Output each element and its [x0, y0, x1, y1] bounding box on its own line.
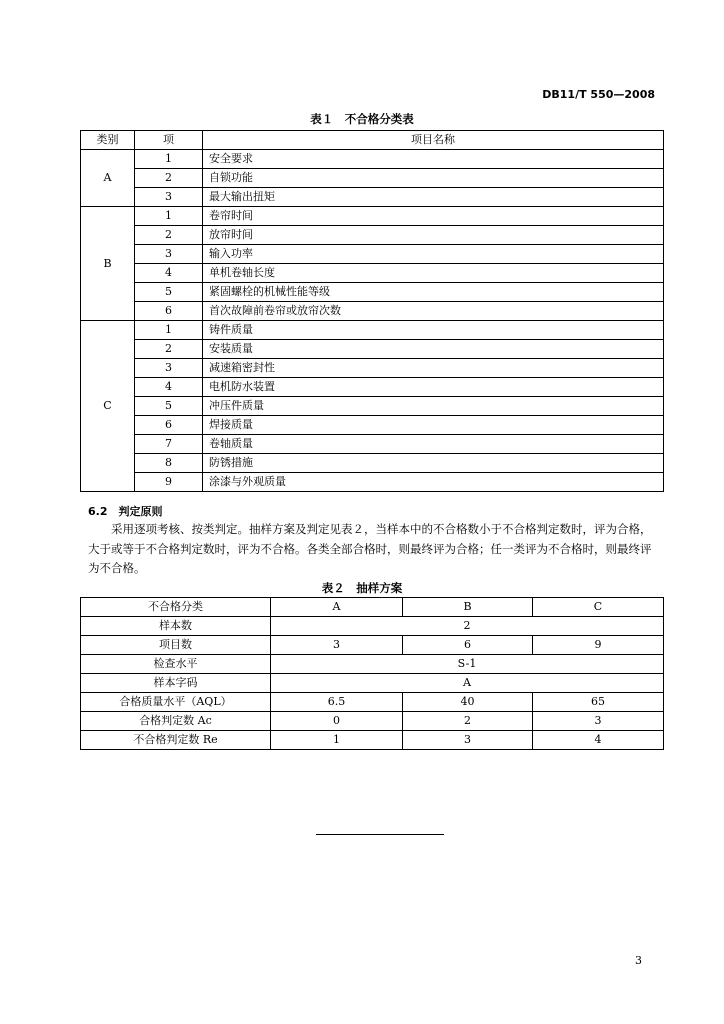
item-no: 3 [135, 188, 203, 207]
item-name: 单机卷轴长度 [203, 264, 664, 283]
item-name: 铸件质量 [203, 321, 664, 340]
value-cell: 3 [533, 712, 664, 731]
item-no: 1 [135, 207, 203, 226]
item-no: 2 [135, 169, 203, 188]
table-row [81, 617, 664, 636]
item-no: 9 [135, 473, 203, 492]
category-cell: B [81, 207, 135, 321]
table-row [81, 340, 664, 359]
value-cell: 3 [403, 731, 533, 750]
value-cell: 6.5 [271, 693, 403, 712]
table-row [81, 359, 664, 378]
row-label: 不合格判定数 Re [81, 731, 271, 750]
table-row [81, 188, 664, 207]
table-row [81, 473, 664, 492]
item-name: 输入功率 [203, 245, 664, 264]
section-paragraph: 采用逐项考核、按类判定。抽样方案及判定见表２，当样本中的不合格数小于不合格判定数时，评为合格，大于或等于不合格判定数时，评为不合格。各类全部合格时，则最终评为合格；任一类评为不合格时，则最终评为不合格。 [88, 522, 652, 575]
value-cell: 65 [533, 693, 664, 712]
end-rule [316, 834, 444, 835]
item-name: 防锈措施 [203, 454, 664, 473]
nonconformity-classification-table [80, 130, 664, 492]
value-cell: 1 [271, 731, 403, 750]
section-heading: 6.2 判定原则 [88, 505, 163, 518]
value-cell: 9 [533, 636, 664, 655]
table-row [81, 674, 664, 693]
value-cell: 2 [403, 712, 533, 731]
table1-caption: 表１ 不合格分类表 [310, 112, 414, 126]
item-no: 7 [135, 435, 203, 454]
table-row [81, 655, 664, 674]
table-row [81, 435, 664, 454]
class-b-header: B [403, 598, 533, 617]
item-name: 焊接质量 [203, 416, 664, 435]
item-no: 1 [135, 321, 203, 340]
item-no: 3 [135, 359, 203, 378]
table-row [81, 378, 664, 397]
row-label: 样本字码 [81, 674, 271, 693]
item-name: 放帘时间 [203, 226, 664, 245]
table-row [81, 454, 664, 473]
sampling-plan-table [80, 597, 664, 750]
item-no: 5 [135, 397, 203, 416]
table-row [81, 321, 664, 340]
item-name: 冲压件质量 [203, 397, 664, 416]
item-name: 减速箱密封性 [203, 359, 664, 378]
standard-code: DB11/T 550—2008 [542, 88, 655, 101]
table-row [81, 245, 664, 264]
inspection-level-value: S-1 [271, 655, 664, 674]
page-number: 3 [635, 954, 642, 967]
item-no: 3 [135, 245, 203, 264]
value-cell: 3 [271, 636, 403, 655]
item-name: 紧固螺栓的机械性能等级 [203, 283, 664, 302]
row-label: 样本数 [81, 617, 271, 636]
table-row [81, 636, 664, 655]
item-no: 4 [135, 378, 203, 397]
item-no: 2 [135, 226, 203, 245]
item-no: 6 [135, 302, 203, 321]
header-item-no: 项 [135, 131, 203, 150]
table-row [81, 712, 664, 731]
table-row [81, 416, 664, 435]
item-no: 1 [135, 150, 203, 169]
row-label: 合格质量水平（AQL） [81, 693, 271, 712]
item-name: 卷轴质量 [203, 435, 664, 454]
row-label: 检查水平 [81, 655, 271, 674]
value-cell: 0 [271, 712, 403, 731]
table-row [81, 397, 664, 416]
value-cell: 40 [403, 693, 533, 712]
item-name: 安装质量 [203, 340, 664, 359]
table-row [81, 283, 664, 302]
item-name: 最大输出扭矩 [203, 188, 664, 207]
item-name: 卷帘时间 [203, 207, 664, 226]
item-no: 5 [135, 283, 203, 302]
table-row [81, 302, 664, 321]
sample-size-value: 2 [271, 617, 664, 636]
header-item-name: 项目名称 [203, 131, 664, 150]
row-label: 项目数 [81, 636, 271, 655]
header-category: 类别 [81, 131, 135, 150]
class-c-header: C [533, 598, 664, 617]
sample-code-value: A [271, 674, 664, 693]
item-name: 电机防水装置 [203, 378, 664, 397]
item-name: 首次故障前卷帘或放帘次数 [203, 302, 664, 321]
table-row [81, 731, 664, 750]
table-row [81, 264, 664, 283]
row-label: 不合格分类 [81, 598, 271, 617]
table2-caption: 表２ 抽样方案 [321, 581, 403, 595]
class-a-header: A [271, 598, 403, 617]
item-no: 2 [135, 340, 203, 359]
table-row [81, 207, 664, 226]
table-row [81, 226, 664, 245]
row-label: 合格判定数 Ac [81, 712, 271, 731]
item-no: 4 [135, 264, 203, 283]
value-cell: 6 [403, 636, 533, 655]
category-cell: C [81, 321, 135, 492]
item-name: 安全要求 [203, 150, 664, 169]
value-cell: 4 [533, 731, 664, 750]
table-row [81, 169, 664, 188]
category-cell: A [81, 150, 135, 207]
item-no: 6 [135, 416, 203, 435]
table-row [81, 598, 664, 617]
table-row [81, 693, 664, 712]
table-row [81, 150, 664, 169]
item-name: 涂漆与外观质量 [203, 473, 664, 492]
item-no: 8 [135, 454, 203, 473]
item-name: 自锁功能 [203, 169, 664, 188]
table-header-row [81, 131, 664, 150]
